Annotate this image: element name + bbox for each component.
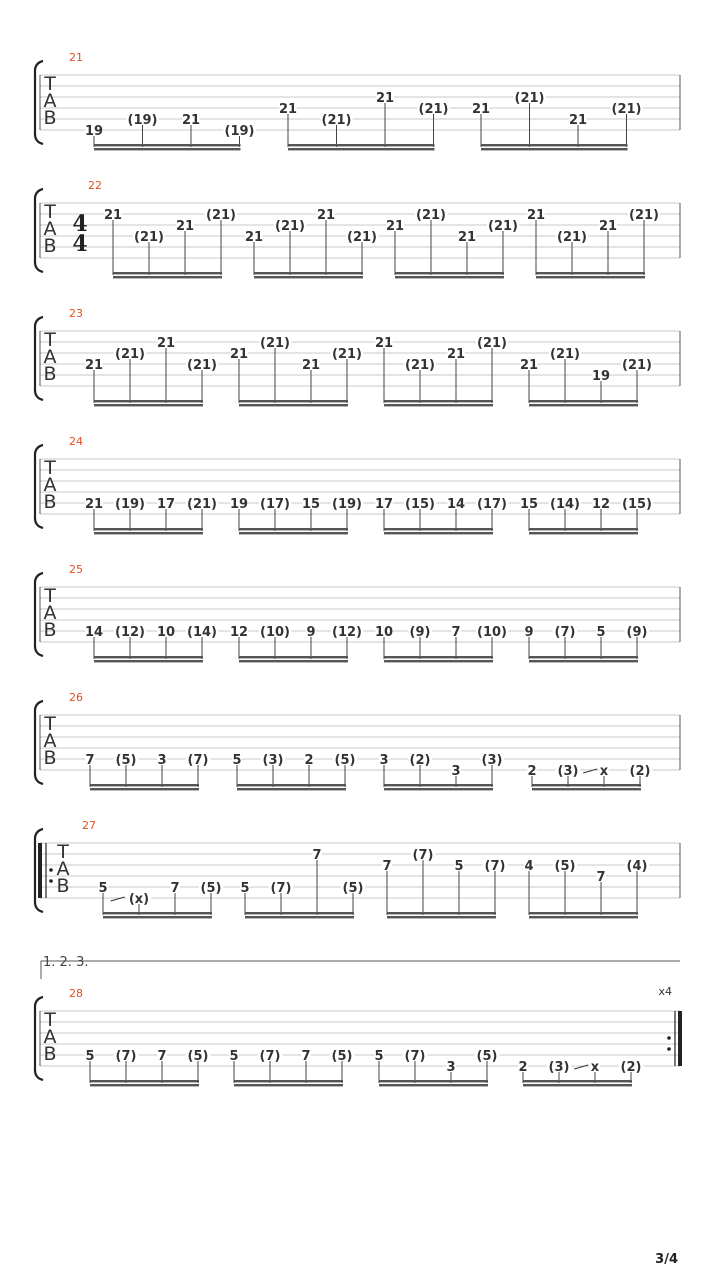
fret-number: 7 [451,625,461,640]
repeat-count: x4 [658,985,672,998]
fret-number: 21 [519,358,539,373]
fret-number: (21) [134,230,164,245]
repeat-dot [667,1047,671,1051]
beam-primary [288,144,435,146]
fret-number: 21 [229,347,249,362]
fret-number: (21) [332,347,362,362]
fret-number: 15 [519,497,539,512]
tab-clef-letter: T [44,713,56,735]
fret-number: 19 [84,124,104,139]
fret-number: (21) [416,208,446,223]
fret-number: 14 [446,497,466,512]
fret-number: 21 [156,336,176,351]
tab-clef-letter: B [43,747,57,769]
beam-secondary [529,660,638,662]
fret-number: (3) [548,1060,570,1075]
fret-number: (3) [262,753,284,768]
fret-number: (7) [259,1049,281,1064]
fret-number: (10) [260,625,290,640]
fret-number: (21) [275,219,305,234]
beam-secondary [532,788,641,790]
beam-primary [94,656,203,658]
tab-clef-letter: A [43,346,57,368]
fret-number: 5 [85,1049,95,1064]
fret-number: x [599,764,609,779]
fret-number: 12 [229,625,249,640]
fret-number: (2) [629,764,651,779]
beam-secondary [113,276,222,278]
beam-primary [523,1080,632,1082]
fret-number: (9) [409,625,431,640]
beam-secondary [234,1084,343,1086]
beam-secondary [523,1084,632,1086]
system-bracket [35,189,43,272]
beam-secondary [90,1084,199,1086]
beam-secondary [384,660,493,662]
volta-bracket [41,961,680,979]
system-bracket [35,445,43,528]
measure-number: 21 [69,51,83,64]
beam-secondary [245,916,354,918]
fret-number: 5 [454,859,464,874]
fret-number: (21) [622,358,652,373]
fret-number: 21 [457,230,477,245]
measure-number: 22 [88,179,102,192]
beam-primary [245,912,354,914]
beam-secondary [481,148,628,150]
fret-number: 10 [374,625,394,640]
fret-number: 3 [451,764,461,779]
tab-clef-letter: B [43,107,57,129]
fret-number: (5) [115,753,137,768]
beam-secondary [529,532,638,534]
beam-primary [239,528,348,530]
fret-number: (21) [629,208,659,223]
fret-number: 19 [229,497,249,512]
fret-number: (5) [187,1049,209,1064]
tab-clef-letter: A [43,1026,57,1048]
fret-number: 17 [374,497,394,512]
beam-primary [94,144,241,146]
beam-secondary [536,276,645,278]
fret-number: 2 [518,1060,528,1075]
beam-secondary [103,916,212,918]
measure-number: 27 [82,819,96,832]
fret-number: 3 [379,753,389,768]
measure-number: 23 [69,307,83,320]
beam-primary [384,528,493,530]
fret-number: 21 [103,208,123,223]
tab-clef-letter: T [57,841,69,863]
fret-number: 7 [85,753,95,768]
fret-number: (21) [260,336,290,351]
fret-number: 2 [527,764,537,779]
measure-number: 28 [69,987,83,1000]
fret-number: 9 [306,625,316,640]
beam-primary [94,528,203,530]
fret-number: 7 [596,870,606,885]
time-signature-top: 4 [72,211,88,237]
fret-number: 7 [157,1049,167,1064]
beam-primary [529,528,638,530]
fret-number: (14) [187,625,217,640]
fret-number: 2 [304,753,314,768]
fret-number: (21) [477,336,507,351]
beam-primary [94,400,203,402]
fret-number: (7) [187,753,209,768]
fret-number: 5 [229,1049,239,1064]
beam-primary [395,272,504,274]
system-bracket [35,997,43,1080]
system-bracket [35,573,43,656]
tab-clef-letter: A [43,218,57,240]
fret-number: (17) [477,497,507,512]
fret-number: (12) [332,625,362,640]
beam-secondary [529,404,638,406]
fret-number: 14 [84,625,104,640]
beam-secondary [94,660,203,662]
fret-number: (3) [481,753,503,768]
fret-number: (21) [514,91,545,106]
beam-primary [239,656,348,658]
fret-number: 7 [301,1049,311,1064]
tab-clef-letter: B [43,363,57,385]
fret-number: (7) [412,848,434,863]
fret-number: (3) [557,764,579,779]
measure-number: 26 [69,691,83,704]
fret-number: (21) [550,347,580,362]
beam-primary [90,784,199,786]
fret-number: 21 [84,358,104,373]
beam-secondary [239,404,348,406]
fret-number: (15) [405,497,435,512]
fret-number: (21) [187,358,217,373]
beam-primary [387,912,496,914]
beam-primary [536,272,645,274]
beam-primary [529,400,638,402]
measure-number: 25 [69,563,83,576]
fret-number: (x) [128,892,150,907]
fret-number: 21 [316,208,336,223]
fret-number: (21) [115,347,145,362]
beam-secondary [90,788,199,790]
beam-secondary [239,532,348,534]
fret-number: 5 [596,625,606,640]
fret-number: 17 [156,497,176,512]
fret-number: 10 [156,625,176,640]
beam-primary [384,656,493,658]
beam-secondary [94,404,203,406]
tab-clef-letter: A [56,858,70,880]
fret-number: (17) [260,497,290,512]
beam-primary [113,272,222,274]
fret-number: 21 [181,113,201,128]
volta-label: 1. 2. 3. [43,955,89,970]
beam-primary [379,1080,488,1082]
fret-number: (15) [622,497,652,512]
system-bracket [35,61,43,144]
beam-primary [532,784,641,786]
beam-primary [384,784,493,786]
fret-number: 7 [170,881,180,896]
tab-clef-letter: A [43,730,57,752]
fret-number: (21) [187,497,217,512]
tab-clef-letter: B [56,875,70,897]
beam-primary [254,272,363,274]
fret-number: x [590,1060,600,1075]
fret-number: (5) [554,859,576,874]
beam-secondary [379,1084,488,1086]
system-bracket [35,701,43,784]
beam-primary [103,912,212,914]
fret-number: (10) [477,625,507,640]
beam-secondary [384,788,493,790]
beam-secondary [94,148,241,150]
fret-number: (7) [404,1049,426,1064]
fret-number: 21 [374,336,394,351]
fret-number: (21) [557,230,587,245]
fret-number: 21 [568,113,588,128]
fret-number: (7) [115,1049,137,1064]
fret-number: (7) [270,881,292,896]
beam-primary [237,784,346,786]
fret-number: 3 [157,753,167,768]
beam-primary [90,1080,199,1082]
fret-number: (5) [342,881,364,896]
tab-clef-letter: T [44,329,56,351]
fret-number: 21 [84,497,104,512]
beam-secondary [384,404,493,406]
tab-clef-letter: T [44,585,56,607]
tab-clef-letter: B [43,235,57,257]
beam-primary [529,912,638,914]
fret-number: (12) [115,625,145,640]
fret-number: (21) [347,230,377,245]
fret-number: 5 [98,881,108,896]
fret-number: (19) [224,124,255,139]
fret-number: 3 [446,1060,456,1075]
fret-number: (19) [332,497,362,512]
fret-number: (4) [626,859,648,874]
fret-number: (19) [115,497,145,512]
fret-number: (19) [127,113,158,128]
fret-number: (21) [418,102,449,117]
tab-clef-letter: B [43,619,57,641]
tab-clef-letter: A [43,90,57,112]
fret-number: 9 [524,625,534,640]
fret-number: 21 [598,219,618,234]
fret-number: (5) [334,753,356,768]
beam-secondary [387,916,496,918]
fret-number: (21) [405,358,435,373]
beam-secondary [395,276,504,278]
fret-number: (21) [321,113,352,128]
fret-number: (5) [476,1049,498,1064]
beam-secondary [94,532,203,534]
fret-number: 21 [471,102,491,117]
tab-clef-letter: T [44,1009,56,1031]
tab-clef-letter: T [44,201,56,223]
fret-number: (2) [620,1060,642,1075]
beam-secondary [239,660,348,662]
fret-number: (9) [626,625,648,640]
fret-number: 5 [232,753,242,768]
fret-number: (21) [206,208,236,223]
fret-number: 12 [591,497,611,512]
fret-number: (7) [484,859,506,874]
fret-number: 21 [244,230,264,245]
beam-secondary [529,916,638,918]
fret-number: (21) [488,219,518,234]
tab-clef-letter: T [44,457,56,479]
beam-secondary [384,532,493,534]
beam-secondary [288,148,435,150]
fret-number: 21 [446,347,466,362]
fret-number: 15 [301,497,321,512]
fret-number: 21 [375,91,395,106]
system-bracket [35,317,43,400]
time-signature-bottom: 4 [72,231,88,257]
fret-number: 5 [374,1049,384,1064]
fret-number: (21) [611,102,642,117]
tab-clef-letter: B [43,1043,57,1065]
fret-number: (5) [331,1049,353,1064]
repeat-dot [49,868,53,872]
fret-number: 19 [591,369,611,384]
beam-secondary [254,276,363,278]
tab-clef-letter: T [44,73,56,95]
beam-secondary [237,788,346,790]
fret-number: 21 [175,219,195,234]
tab-clef-letter: A [43,602,57,624]
repeat-dot [49,879,53,883]
repeat-dot [667,1036,671,1040]
fret-number: 21 [526,208,546,223]
fret-number: 21 [385,219,405,234]
fret-number: 4 [524,859,534,874]
fret-number: 5 [240,881,250,896]
beam-primary [234,1080,343,1082]
page-number: 3/4 [655,1252,678,1267]
fret-number: 7 [382,859,392,874]
fret-number: (7) [554,625,576,640]
measure-number: 24 [69,435,83,448]
beam-primary [481,144,628,146]
fret-number: (5) [200,881,222,896]
fret-number: (14) [550,497,580,512]
beam-primary [239,400,348,402]
fret-number: 21 [301,358,321,373]
beam-primary [384,400,493,402]
fret-number: 7 [312,848,322,863]
tab-clef-letter: B [43,491,57,513]
fret-number: (2) [409,753,431,768]
fret-number: 21 [278,102,298,117]
tab-clef-letter: A [43,474,57,496]
beam-primary [529,656,638,658]
